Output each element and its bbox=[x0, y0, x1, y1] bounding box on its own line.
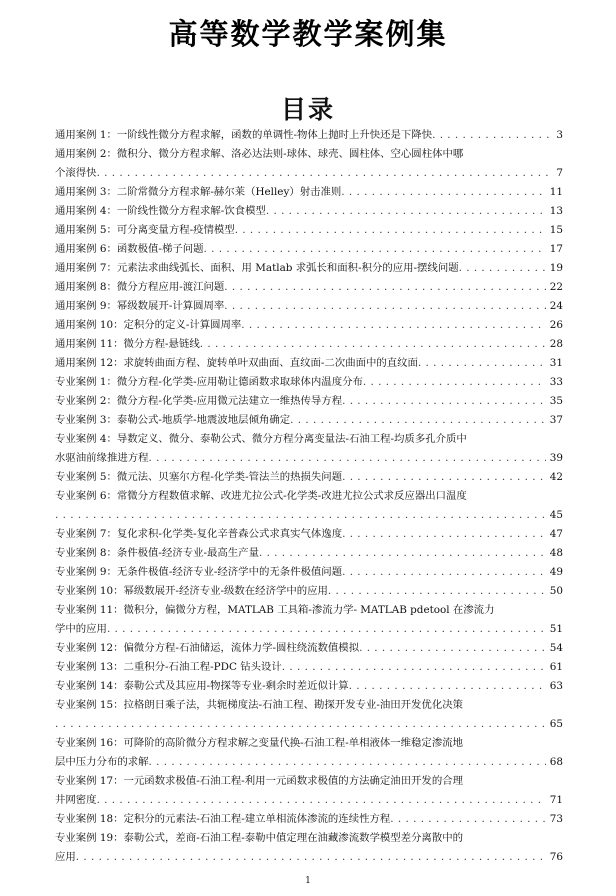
dot-leader bbox=[259, 544, 546, 563]
dot-leader bbox=[328, 582, 546, 601]
dot-leader bbox=[224, 278, 545, 297]
toc-entry-page: 19 bbox=[549, 262, 563, 274]
toc-entry[interactable] bbox=[55, 430, 563, 468]
table-of-contents bbox=[55, 126, 563, 867]
dot-leader bbox=[342, 468, 546, 487]
toc-entry-text: 专业案例 16：可降阶的高阶微分方程求解之变量代换-石油工程-单相液体一维稳定渗流地 bbox=[55, 737, 463, 749]
dot-leader bbox=[390, 810, 546, 829]
toc-entry-page: 63 bbox=[549, 680, 563, 692]
page-number: 1 bbox=[305, 876, 311, 886]
toc-entry-text: 通用案例 3：二阶常微分方程求解-赫尔莱（Helley）射击准则 bbox=[55, 186, 342, 198]
toc-entry-page: 31 bbox=[549, 357, 563, 369]
toc-entry-text: 通用案例 10：定积分的定义-计算圆周率 bbox=[55, 319, 242, 331]
toc-entry[interactable] bbox=[55, 316, 563, 335]
dot-leader bbox=[241, 316, 545, 335]
toc-entry-text: 通用案例 5：可分离变量方程-疫情模型 bbox=[55, 224, 235, 236]
dot-leader bbox=[266, 202, 546, 221]
toc-entry-text: 专业案例 3：泰勒公式-地质学-地震波地层倾角确定 bbox=[55, 414, 291, 426]
toc-entry-page: 45 bbox=[549, 509, 563, 521]
toc-entry-page: 50 bbox=[549, 585, 563, 597]
toc-entry[interactable] bbox=[55, 772, 563, 810]
toc-entry-text: 专业案例 1：微分方程-化学类-应用勒让德函数求取球体内温度分布 bbox=[55, 376, 363, 388]
toc-entry[interactable] bbox=[55, 392, 563, 411]
toc-entry[interactable] bbox=[55, 297, 563, 316]
toc-entry-text: 水驱油前缘推进方程 bbox=[55, 452, 149, 464]
toc-entry-page: 73 bbox=[549, 813, 563, 825]
dot-leader bbox=[459, 259, 546, 278]
dot-leader bbox=[282, 658, 546, 677]
toc-entry-page: 26 bbox=[549, 319, 563, 331]
toc-entry[interactable] bbox=[55, 544, 563, 563]
toc-entry-text: 层中压力分布的求解 bbox=[55, 756, 149, 768]
toc-entry[interactable] bbox=[55, 468, 563, 487]
dot-leader bbox=[107, 620, 546, 639]
toc-entry-page: 24 bbox=[549, 300, 563, 312]
toc-entry-page: 48 bbox=[549, 547, 563, 559]
toc-entry-page: 65 bbox=[549, 718, 563, 730]
dot-leader bbox=[290, 411, 546, 430]
dot-leader bbox=[363, 373, 546, 392]
toc-entry-page: 33 bbox=[549, 376, 563, 388]
toc-entry[interactable] bbox=[55, 240, 563, 259]
dot-leader bbox=[349, 677, 546, 696]
dot-leader bbox=[55, 506, 546, 525]
toc-entry-text: 个滚得快 bbox=[55, 167, 97, 179]
toc-entry-text: 专业案例 14：泰勒公式及其应用-物探等专业-剩余时差近似计算 bbox=[55, 680, 349, 692]
toc-entry-text: 通用案例 12：求旋转曲面方程、旋转单叶双曲面、直纹面-二次曲面中的直纹面 bbox=[55, 357, 418, 369]
toc-entry-page: 15 bbox=[549, 224, 563, 236]
toc-entry[interactable] bbox=[55, 373, 563, 392]
toc-entry[interactable] bbox=[55, 183, 563, 202]
toc-entry-text: 专业案例 8：条件极值-经济专业-最高生产量 bbox=[55, 547, 259, 559]
toc-entry[interactable] bbox=[55, 145, 563, 183]
toc-entry[interactable] bbox=[55, 563, 563, 582]
dot-leader bbox=[341, 183, 545, 202]
toc-entry[interactable] bbox=[55, 202, 563, 221]
toc-entry-page: 11 bbox=[549, 186, 563, 198]
dot-leader bbox=[149, 753, 546, 772]
dot-leader bbox=[204, 240, 546, 259]
dot-leader bbox=[342, 563, 546, 582]
toc-entry[interactable] bbox=[55, 487, 563, 525]
dot-leader bbox=[97, 164, 553, 183]
dot-leader bbox=[418, 354, 546, 373]
toc-entry[interactable] bbox=[55, 221, 563, 240]
toc-entry-text: 专业案例 17：一元函数求极值-石油工程-利用一元函数求极值的方法确定油田开发的合理 bbox=[55, 775, 463, 787]
dot-leader bbox=[359, 639, 546, 658]
dot-leader bbox=[97, 791, 546, 810]
toc-entry-text: 井网密度 bbox=[55, 794, 97, 806]
dot-leader bbox=[224, 297, 545, 316]
toc-entry-page: 51 bbox=[549, 623, 563, 635]
toc-entry-text: 通用案例 7：元素法求曲线弧长、面积、用 Matlab 求弧长和面积-积分的应用-摆线问题 bbox=[55, 262, 459, 274]
toc-entry-page: 3 bbox=[556, 129, 563, 141]
toc-entry[interactable] bbox=[55, 525, 563, 544]
toc-entry-page: 13 bbox=[549, 205, 563, 217]
toc-entry-text: 专业案例 4：导数定义、微分、泰勒公式、微分方程分离变量法-石油工程-均质多孔介质中 bbox=[55, 433, 467, 445]
toc-entry-text: 通用案例 4：一阶线性微分方程求解-饮食模型 bbox=[55, 205, 266, 217]
toc-entry[interactable] bbox=[55, 126, 563, 145]
toc-entry[interactable] bbox=[55, 601, 563, 639]
toc-entry-text: 专业案例 10：幂级数展开-经济专业-级数在经济学中的应用 bbox=[55, 585, 328, 597]
dot-leader bbox=[76, 848, 546, 867]
toc-entry-text: 专业案例 11：微积分，偏微分方程，MATLAB 工具箱-渗流力学- MATLAB pdetool 在渗流力 bbox=[55, 604, 495, 616]
toc-entry-text: 通用案例 6：函数极值-梯子问题 bbox=[55, 243, 204, 255]
toc-entry[interactable] bbox=[55, 677, 563, 696]
toc-entry-page: 39 bbox=[549, 452, 563, 464]
dot-leader bbox=[342, 525, 546, 544]
toc-entry[interactable] bbox=[55, 335, 563, 354]
document-title: 高等数学教学案例集 bbox=[168, 17, 448, 51]
toc-entry-page: 76 bbox=[549, 851, 563, 863]
toc-entry[interactable] bbox=[55, 658, 563, 677]
toc-entry[interactable] bbox=[55, 582, 563, 601]
toc-entry[interactable] bbox=[55, 411, 563, 430]
toc-entry-page: 37 bbox=[549, 414, 563, 426]
toc-entry-text: 专业案例 6：常微分方程数值求解、改进尤拉公式-化学类-改进尤拉公式求反应器出口温度 bbox=[55, 490, 467, 502]
toc-entry-page: 35 bbox=[549, 395, 563, 407]
toc-entry-page: 17 bbox=[549, 243, 563, 255]
toc-entry[interactable] bbox=[55, 259, 563, 278]
dot-leader bbox=[149, 449, 546, 468]
toc-entry-page: 68 bbox=[549, 756, 563, 768]
toc-entry-text: 通用案例 11：微分方程-悬链线 bbox=[55, 338, 200, 350]
toc-entry-page: 42 bbox=[549, 471, 563, 483]
toc-entry-page: 28 bbox=[549, 338, 563, 350]
toc-entry-page: 49 bbox=[549, 566, 563, 578]
toc-entry[interactable] bbox=[55, 696, 563, 734]
toc-entry[interactable] bbox=[55, 278, 563, 297]
toc-entry-page: 22 bbox=[549, 281, 563, 293]
dot-leader bbox=[235, 221, 546, 240]
toc-entry-text: 通用案例 9：幂级数展开-计算圆周率 bbox=[55, 300, 225, 312]
dot-leader bbox=[432, 126, 552, 145]
toc-entry[interactable] bbox=[55, 354, 563, 373]
toc-entry-page: 47 bbox=[549, 528, 563, 540]
toc-entry-text: 通用案例 2：微积分、微分方程求解、洛必达法则-球体、球壳、圆柱体、空心圆柱体中哪 bbox=[55, 148, 464, 160]
toc-entry-page: 54 bbox=[549, 642, 563, 654]
toc-entry-text: 学中的应用 bbox=[55, 623, 107, 635]
toc-entry-text: 专业案例 5：微元法、贝塞尔方程-化学类-管法兰的热损失问题 bbox=[55, 471, 343, 483]
dot-leader bbox=[342, 392, 546, 411]
toc-entry-page: 71 bbox=[549, 794, 563, 806]
toc-entry-text: 通用案例 1：一阶线性微分方程求解，函数的单调性-物体上抛时上升快还是下降快 bbox=[55, 129, 433, 141]
toc-entry[interactable] bbox=[55, 810, 563, 829]
toc-entry-text: 专业案例 12：偏微分方程-石油储运，流体力学-圆柱绕流数值模拟 bbox=[55, 642, 360, 654]
toc-heading: 目录 bbox=[280, 95, 335, 124]
toc-entry-text: 专业案例 18：定积分的元素法-石油工程-建立单相流体渗流的连续性方程 bbox=[55, 813, 391, 825]
toc-entry-text: 专业案例 19：泰勒公式，差商-石油工程-泰勒中值定理在油藏渗流数学模型差分离散中的 bbox=[55, 832, 463, 844]
toc-entry-text: 专业案例 13：二重积分-石油工程-PDC 钻头设计 bbox=[55, 661, 282, 673]
dot-leader bbox=[200, 335, 546, 354]
toc-entry-text: 专业案例 2：微分方程-化学类-应用微元法建立一维热传导方程 bbox=[55, 395, 343, 407]
dot-leader bbox=[55, 715, 546, 734]
toc-entry-text: 专业案例 9：无条件极值-经济专业-经济学中的无条件极值问题 bbox=[55, 566, 343, 578]
toc-entry-text: 应用 bbox=[55, 851, 76, 863]
toc-entry-page: 7 bbox=[556, 167, 563, 179]
toc-entry[interactable] bbox=[55, 829, 563, 867]
toc-entry-text: 专业案例 7：复化求积-化学类-复化辛普森公式求真实气体逸度 bbox=[55, 528, 343, 540]
toc-entry[interactable] bbox=[55, 639, 563, 658]
toc-entry-page: 61 bbox=[549, 661, 563, 673]
toc-entry-text: 专业案例 15：拉格朗日乘子法，共轭梯度法-石油工程、勘探开发专业-油田开发优化决策 bbox=[55, 699, 463, 711]
toc-entry-text: 通用案例 8：微分方程应用-渡江问题 bbox=[55, 281, 225, 293]
toc-entry[interactable] bbox=[55, 734, 563, 772]
